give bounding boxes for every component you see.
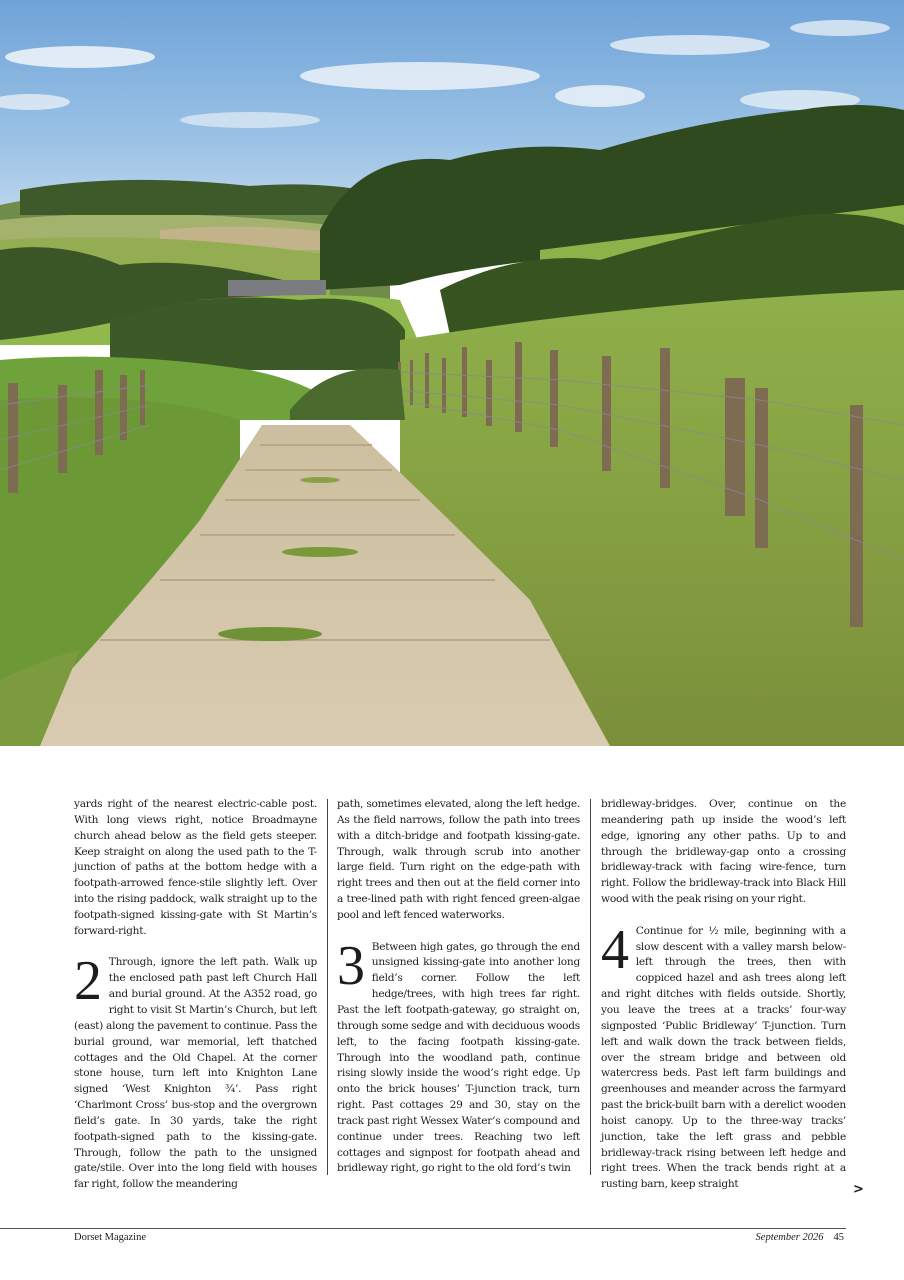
column-rule-2 [590, 799, 591, 1175]
section-4-paragraph [601, 918, 846, 1193]
article-column-1 [74, 797, 317, 1191]
paragraph-2-1: path, sometimes elevated, along the left hedge. As the field narrows, follow the path into trees with a ditch-bridge and footpath kissing-gate. Through, walk through scrub into another large field. Turn right on the edge-path with right trees and then out at the field corner into a tree-lined path with right fenced green-algae pool and left fenced waterworks. [337, 798, 580, 921]
footer-meta [756, 1232, 844, 1243]
section-4-text: Continue for ½ mile, beginning with a slow descent with a valley marsh below-left through the trees, then with coppiced hazel and ash trees along left and right ditches with fields outside. Shortly, you leave the trees at a tracks’ four-way signposted ‘Public Bridleway’ T-junction. Turn left and walk down the track between fields, over the stream bridge and between old watercress beds. Past left farm buildings and greenhouses and meander across the farmyard past the brick-built barn with a derelict wooden hoist canopy. Up to the three-way tracks’ junction, take the left grass and pebble bridleway-track rising between left hedge and right trees. When the track bends right at a rusting barn, keep straight [601, 924, 846, 1191]
continue-arrow: > [853, 1182, 864, 1197]
page-number: 45 [833, 1232, 844, 1243]
section-2-text: Through, ignore the left path. Walk up the enclosed path past left Church Hall and burial ground. At the A352 road, go right to visit St Martin’s Church, but left (east) along the pavement to continue. Pass the burial ground, war memorial, left thatched cottages and the Old Chapel. At the corner stone house, turn left into Knighton Lane signed ‘West Knighton ¾’. Pass right ‘Charlmont Cross’ bus-stop and the overgrown field’s gate. In 30 yards, take the right footpath-signed path to the kissing-gate. Through, follow the path to the unsigned gate/stile. Over into the long field with houses far right, follow the meandering [74, 956, 317, 1191]
article-column-3 [601, 797, 846, 1191]
issue-date: September 2026 [755, 1232, 824, 1243]
article-column-2 [337, 797, 580, 1181]
paragraph-1-1: yards right of the nearest electric-cable post. With long views right, notice Broadmayne church ahead below as the field gets steeper. Keep straight on along the used path to the T-junction of paths at the bottom hedge with a footpath-arrowed fence-stile slightly left. Over into the rising paddock, walk straight up to the footpath-signed kissing-gate with St Martin’s forward-right. [74, 798, 317, 937]
section-3-text: Between high gates, go through the end unsigned kissing-gate into another long field’s corner. Follow the left hedge/trees, with high trees far right. Past the left footpath-gateway, go straight on, through some sedge and with deciduous woods left, to the facing footpath kissing-gate. Through into the woodland path, continue rising slowly inside the wood’s right edge. Up onto the brick houses’ T-junction track, turn right. Past cottages 29 and 30, stay on the track past right Wessex Water’s compound and continue under trees. Reaching two left cottages and signpost for footpath ahead and bridleway right, go right to the old ford’s twin [337, 940, 580, 1175]
publication-name: Dorset Magazine [74, 1232, 147, 1243]
column-rule-1 [327, 799, 328, 1175]
drop-cap-3: 3 [337, 934, 365, 997]
paragraph-3-1: bridleway-bridges. Over, continue on the meandering path up inside the wood’s left edge, ignoring any other paths. Up to and through the bridleway-gap onto a crossing bridleway-track with facing wire-fence, turn right. Follow the bridleway-track into Black Hill wood with the peak rising on your right. [601, 798, 846, 906]
footer-rule [0, 1228, 846, 1229]
section-3-paragraph [337, 934, 580, 1178]
drop-cap-2: 2 [74, 950, 102, 1013]
drop-cap-4: 4 [601, 918, 629, 981]
section-2-paragraph [74, 950, 317, 1193]
